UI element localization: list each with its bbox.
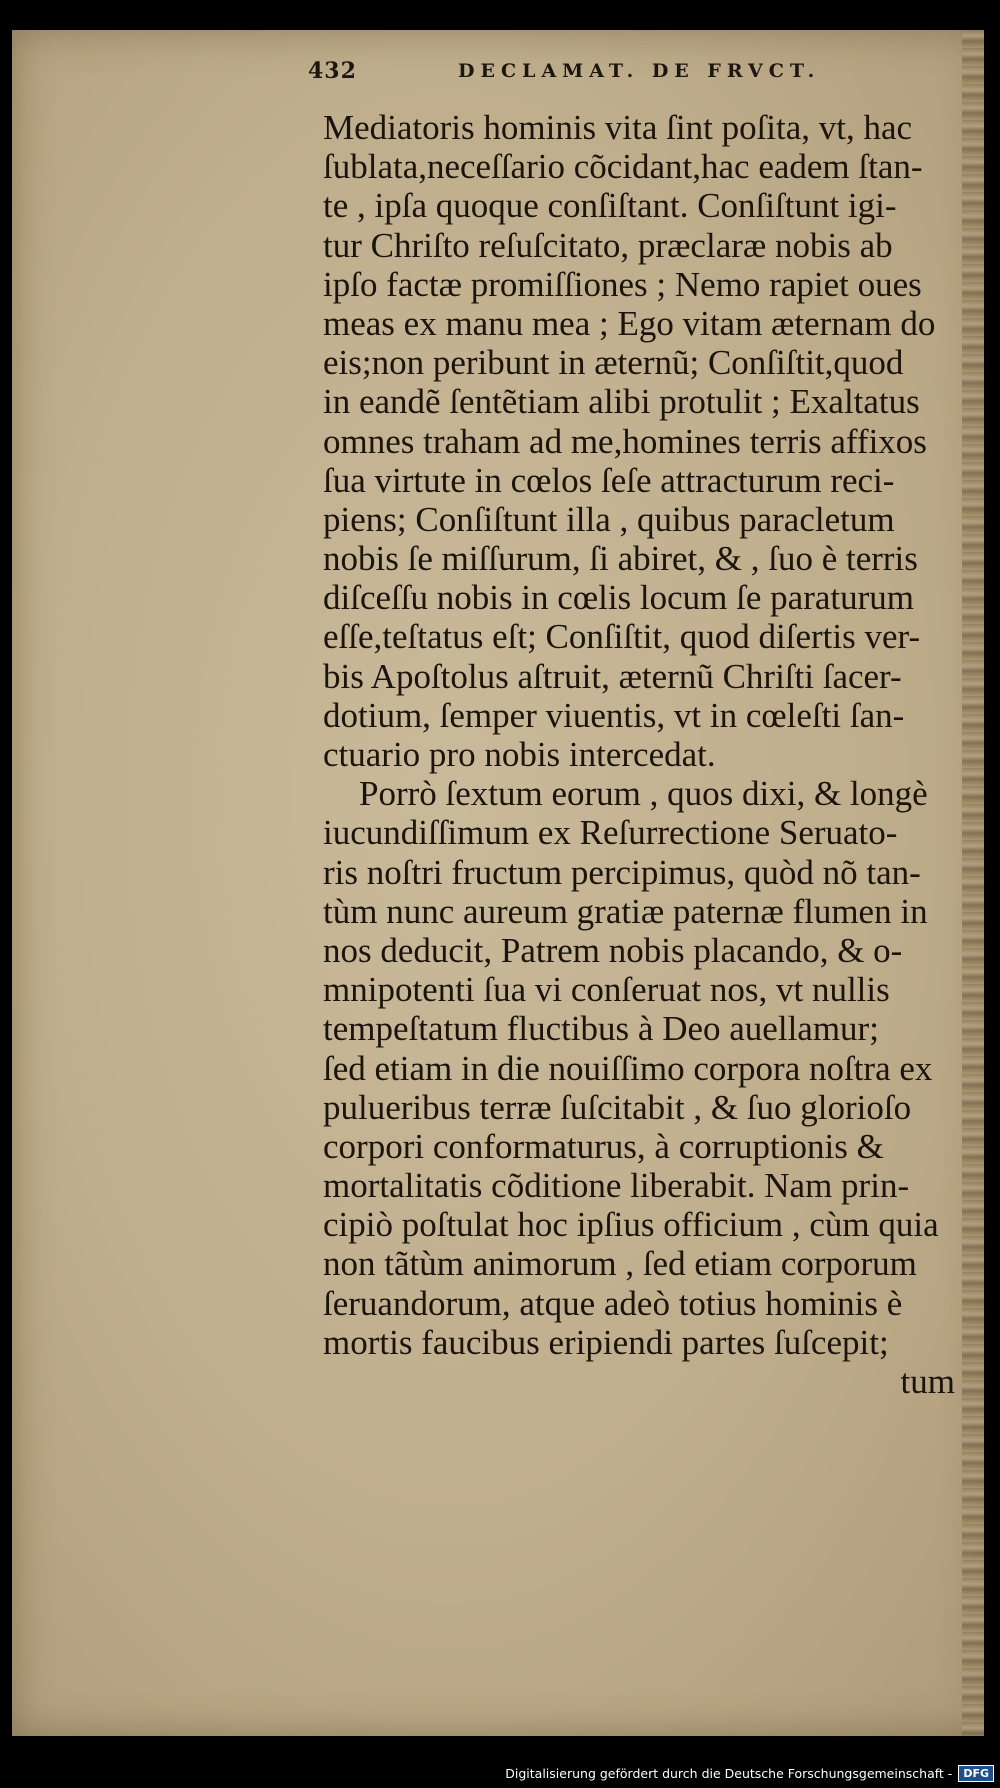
text-line: nos deducit, Patrem nobis placando, & o- — [323, 930, 903, 970]
text-line: omnes traham ad me,homines terris affixos — [323, 421, 927, 461]
page-header — [308, 58, 868, 92]
text-line: ſua virtute in cœlos ſeſe attracturum reci- — [323, 460, 895, 500]
text-line: in eandẽ ſentẽtiam alibi protulit ; Exaltatus — [323, 382, 920, 422]
text-line: nobis ſe miſſurum, ſi abiret, & , ſuo è terris — [323, 539, 918, 579]
text-line: tùm nunc aureum gratiæ paternæ flumen in — [323, 891, 928, 931]
text-line: tur Chriſto reſuſcitato, præclaræ nobis ab — [323, 225, 893, 265]
text-line: mortis faucibus eripiendi partes ſuſcepit; — [323, 1322, 889, 1362]
text-line: non tãtùm animorum , ſed etiam corporum — [323, 1244, 917, 1284]
text-line: dotium, ſemper viuentis, vt in cœleſti ſan- — [323, 695, 905, 735]
text-line: te , ipſa quoque conſiſtant. Conſiſtunt igi- — [323, 186, 897, 226]
credit-text: Digitalisierung gefördert durch die Deutsche Forschungsgemeinschaft - — [505, 1765, 953, 1781]
dfg-logo: DFG — [958, 1765, 994, 1782]
page-edge — [962, 30, 984, 1736]
digitization-credit — [505, 1762, 994, 1784]
text-line: ris noſtri fructum percipimus, quòd nõ tan- — [323, 852, 921, 892]
running-title: DECLAMAT. DE FRVCT. — [458, 60, 821, 82]
text-line: cipiò poſtulat hoc ipſius officium , cùm quia — [323, 1205, 939, 1245]
text-line: mortalitatis cõditione liberabit. Nam prin- — [323, 1166, 910, 1206]
paragraph-start-line: Porrò ſextum eorum , quos dixi, & longè — [359, 774, 928, 814]
body-text — [323, 108, 963, 1401]
text-line: eis;non peribunt in æternũ; Conſiſtit,quod — [323, 343, 904, 383]
text-line: ctuario pro nobis intercedat. — [323, 735, 716, 774]
text-line: iucundiſſimum ex Reſurrectione Seruato- — [323, 813, 898, 853]
text-line: ipſo factæ promiſſiones ; Nemo rapiet oues — [323, 264, 922, 304]
text-line: piens; Conſiſtunt illa , quibus paracletum — [323, 499, 895, 539]
text-line: pulueribus terræ ſuſcitabit , & ſuo glorioſo — [323, 1087, 912, 1127]
text-line: meas ex manu mea ; Ego vitam æternam do — [323, 303, 936, 343]
text-line: ſed etiam in die nouiſſimo corpora noſtra ex — [323, 1048, 933, 1088]
text-line: eſſe,teſtatus eſt; Conſiſtit, quod diſertis ver- — [323, 617, 921, 657]
catchword: tum — [900, 1362, 955, 1401]
text-line: tempeſtatum fluctibus à Deo auellamur; — [323, 1009, 879, 1049]
text-line: ſublata,neceſſario cõcidant,hac eadem ſtan- — [323, 147, 923, 187]
page-number: 432 — [308, 58, 357, 84]
text-line: ſeruandorum, atque adeò totius hominis è — [323, 1283, 903, 1323]
text-line: Mediatoris hominis vita ſint poſita, vt, hac — [323, 108, 913, 147]
text-line: diſceſſu nobis in cœlis locum ſe paraturum — [323, 578, 914, 618]
text-line: bis Apoſtolus aſtruit, æternũ Chriſti ſacer- — [323, 656, 902, 696]
text-line: mnipotenti ſua vi conſeruat nos, vt nullis — [323, 970, 890, 1010]
text-line: corpori conformaturus, à corruptionis & — [323, 1126, 884, 1166]
